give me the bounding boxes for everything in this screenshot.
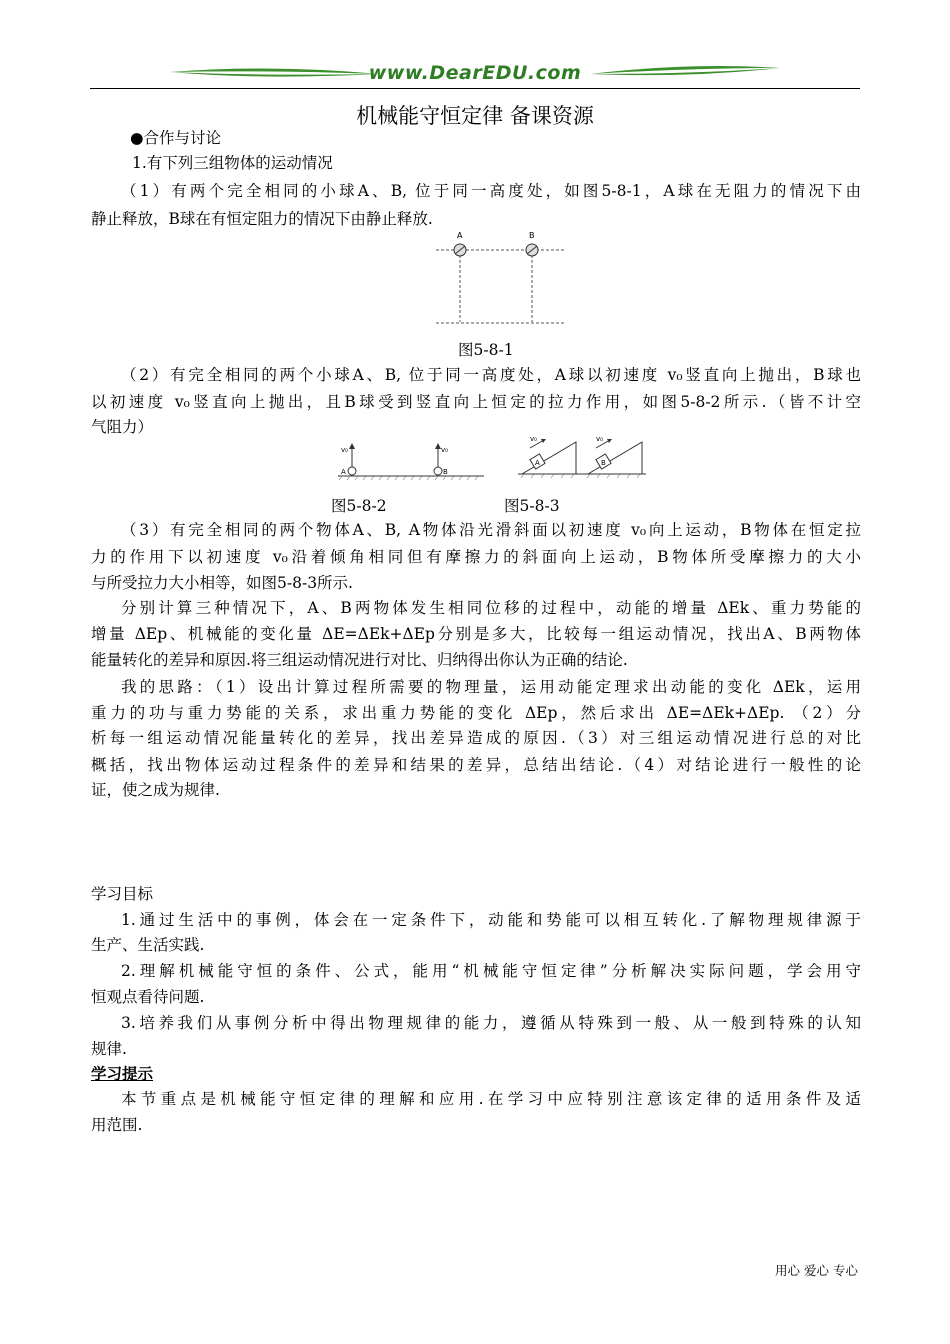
- section-discussion: ●合作与讨论: [130, 129, 222, 147]
- label-v0-a: v₀: [341, 446, 348, 454]
- question-intro: 1.有下列三组物体的运动情况: [132, 154, 333, 172]
- page-footer: 用心 爱心 专心: [775, 1263, 858, 1278]
- tips-heading: 学习提示: [91, 1065, 154, 1083]
- approach-line5: 证，使之成为规律.: [91, 781, 220, 799]
- label-a: A: [535, 459, 540, 467]
- case1-line1: （1）有两个完全相同的小球A、B, 位于同一高度处，如图5-8-1，A球在无阻力的情况下由: [121, 182, 861, 200]
- analysis-line1: 分别计算三种情况下，A、B两物体发生相同位移的过程中，动能的增量 ΔEk、重力势能的: [121, 599, 861, 617]
- objectives-heading: 学习目标: [91, 885, 154, 903]
- label-v0-a: v₀: [530, 435, 537, 443]
- label-a: A: [457, 231, 463, 240]
- case3-line1: （3）有完全相同的两个物体A、B, A物体沿光滑斜面以初速度 v₀向上运动，B物体在恒定拉: [121, 521, 861, 539]
- objective-3-line2: 规律.: [91, 1040, 127, 1058]
- approach-line3: 析每一组运动情况能量转化的差异，找出差异造成的原因.（3）对三组运动情况进行总的对比: [91, 729, 861, 747]
- analysis-line2: 增量 ΔEp、机械能的变化量 ΔE=ΔEk+ΔEp分别是多大，比较每一组运动情况，找出A、B两物体: [91, 625, 861, 643]
- figure-5-8-1: [436, 228, 564, 328]
- label-b: B: [443, 468, 448, 476]
- tips-line1: 本节重点是机械能守恒定律的理解和应用.在学习中应特别注意该定律的适用条件及适: [121, 1090, 861, 1108]
- objective-2-line2: 恒观点看待问题.: [91, 988, 205, 1006]
- label-b: B: [529, 231, 535, 240]
- objective-2-line1: 2.理解机械能守恒的条件、公式，能用“机械能守恒定律”分析解决实际问题，学会用守: [121, 962, 861, 980]
- figure-5-8-1-caption: 图5-8-1: [458, 341, 514, 359]
- ball-b: [434, 467, 442, 475]
- approach-line1: 我的思路：（1）设出计算过程所需要的物理量，运用动能定理求出动能的变化 ΔEk，运用: [121, 678, 861, 696]
- case3-line3: 与所受拉力大小相等，如图5-8-3所示.: [91, 574, 353, 592]
- approach-line2: 重力的功与重力势能的关系，求出重力势能的变化 ΔEp，然后求出 ΔE=ΔEk+ΔEp. （2）分: [91, 704, 861, 722]
- figure-5-8-3-caption: 图5-8-3: [504, 497, 560, 515]
- label-v0-b: v₀: [596, 435, 603, 443]
- figure-5-8-2: [336, 440, 486, 482]
- approach-line4: 概括，找出物体运动过程条件的差异和结果的差异，总结出结论.（4）对结论进行一般性的论: [91, 756, 861, 774]
- ball-a: [348, 467, 356, 475]
- case1-line2: 静止释放，B球在有恒定阻力的情况下由静止释放.: [91, 210, 433, 228]
- header-rule: [90, 88, 860, 89]
- objective-3-line1: 3.培养我们从事例分析中得出物理规律的能力，遵循从特殊到一般、从一般到特殊的认知: [121, 1014, 861, 1032]
- case2-line1: （2）有完全相同的两个小球A、B, 位于同一高度处，A球以初速度 v₀竖直向上抛出，B球也: [121, 366, 861, 384]
- objective-1-line2: 生产、生活实践.: [91, 936, 205, 954]
- label-b: B: [601, 459, 606, 467]
- label-a: A: [341, 468, 346, 476]
- objective-1-line1: 1.通过生活中的事例，体会在一定条件下，动能和势能可以相互转化.了解物理规律源于: [121, 911, 861, 929]
- site-url: www.DearEDU.com: [368, 62, 582, 84]
- case3-line2: 力的作用下以初速度 v₀沿着倾角相同但有摩擦力的斜面向上运动，B物体所受摩擦力的大小: [91, 548, 861, 566]
- tips-line2: 用范围.: [91, 1116, 143, 1134]
- case2-line2: 以初速度 v₀竖直向上抛出，且B球受到竖直向上恒定的拉力作用，如图5-8-2所示.（皆不计空: [91, 393, 861, 411]
- case2-line3: 气阻力）: [91, 418, 154, 436]
- page-title: 机械能守恒定律 备课资源: [356, 104, 594, 128]
- label-v0-b: v₀: [441, 446, 448, 454]
- figure-5-8-2-caption: 图5-8-2: [331, 497, 387, 515]
- analysis-line3: 能量转化的差异和原因.将三组运动情况进行对比、归纳得出你认为正确的结论.: [91, 651, 628, 669]
- figure-5-8-3: [516, 434, 648, 480]
- site-banner-logo: [90, 58, 860, 92]
